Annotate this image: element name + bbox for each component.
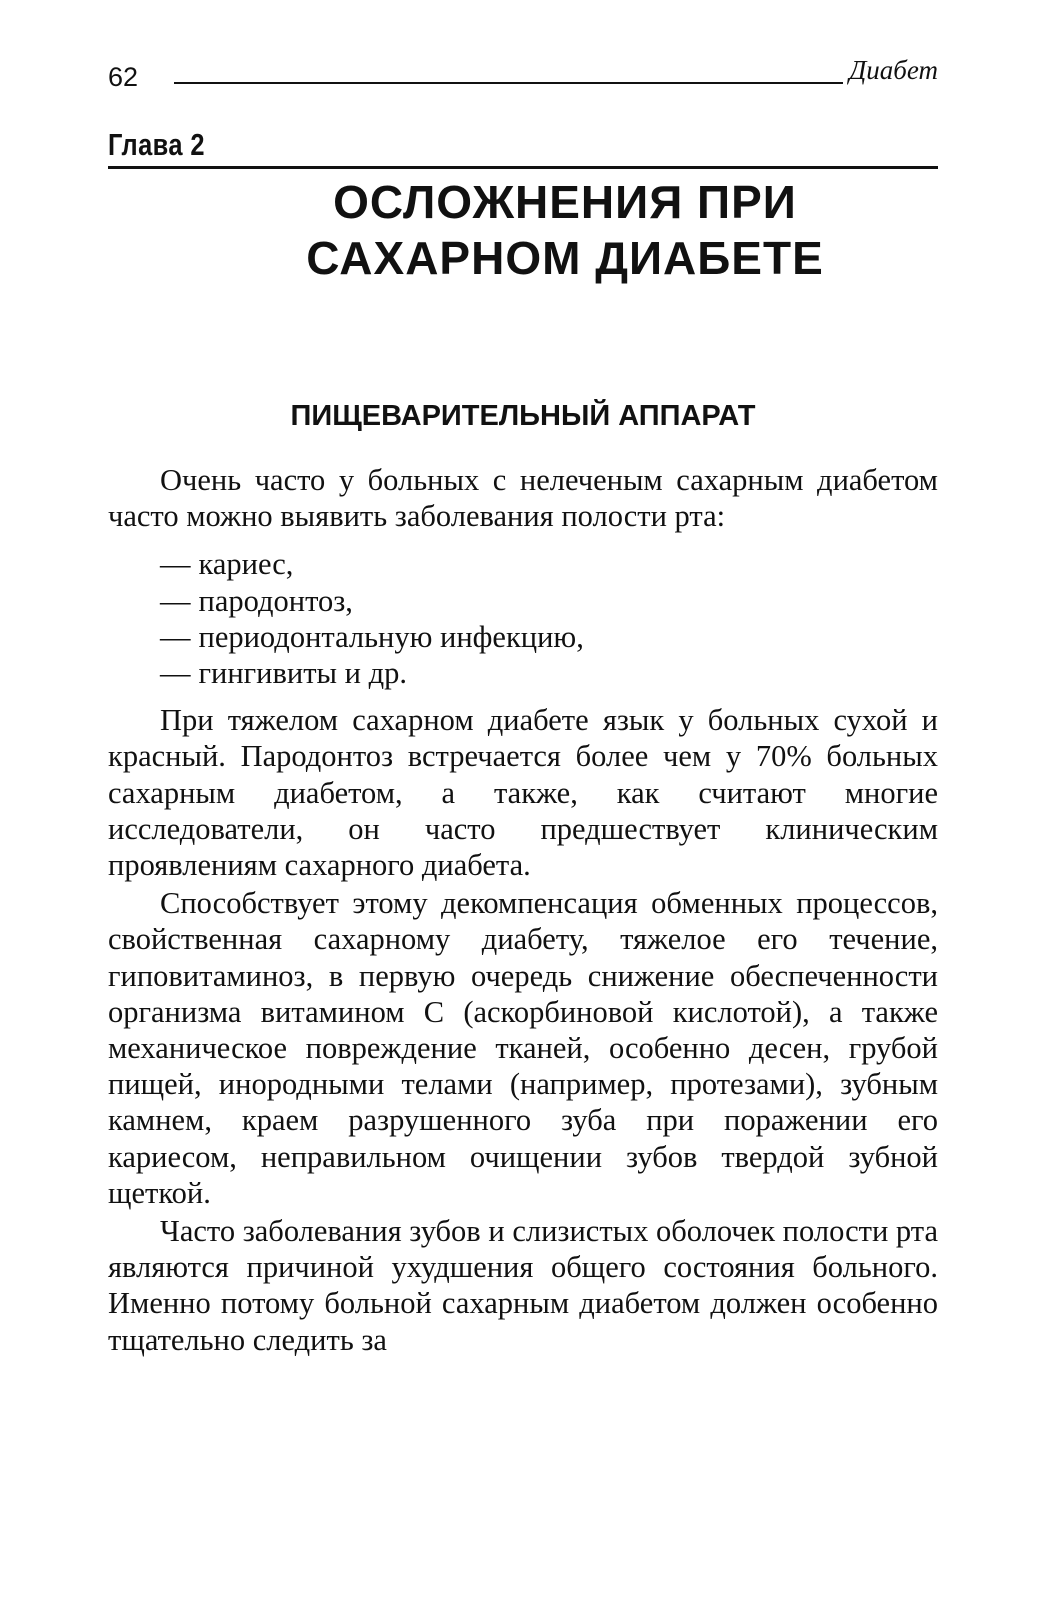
list-item-text: периодонтальную инфекцию, [198, 619, 584, 654]
paragraph: При тяжелом сахарном диабете язык у больных сухой и красный. Пародонтоз встречается более чем у 70% больных сахарным диабетом, а также, как считают многие исследователи, он часто предшествует клиническим проявлениям сахарного диабета. [108, 703, 938, 883]
chapter-title-line-1: ОСЛОЖНЕНИЯ ПРИ [333, 176, 797, 228]
intro-paragraph: Очень часто у больных с нелеченым сахарным диабетом часто можно выявить заболевания полости рта: [108, 463, 938, 534]
list-dash: — [160, 583, 191, 618]
paragraph: Способствует этому декомпенсация обменных процессов, свойственная сахарному диабету, тяжелое его течение, гиповитаминоз, в первую очередь снижение обеспеченности организма витамином С (аскорбиновой кислотой), а также механическое повреждение тканей, особенно десен, грубой пищей, инородными телами (например, протезами), зубным камнем, краем разрушенного зуба при поражении его кариесом, неправильном очищении зубов твердой зубной щеткой. [108, 886, 938, 1210]
chapter-title [240, 174, 890, 286]
list-item-text: кариес, [198, 547, 294, 582]
chapter-title-line-2: САХАРНОМ ДИАБЕТЕ [306, 232, 824, 284]
list-dash: — [160, 656, 191, 691]
running-title: Диабет [843, 56, 938, 84]
list-item [160, 583, 938, 619]
chapter-rule [108, 166, 938, 169]
list-item-text: пародонтоз, [198, 583, 353, 618]
header-rule [174, 82, 938, 84]
list-dash: — [160, 547, 191, 582]
body-text [108, 462, 938, 1360]
list-item-text: гингивиты и др. [198, 656, 407, 691]
complications-list [108, 546, 938, 691]
page-number: 62 [108, 62, 139, 92]
section-title: ПИЩЕВАРИТЕЛЬНЫЙ АППАРАТ [290, 400, 756, 432]
list-item [160, 655, 938, 691]
list-item [160, 619, 938, 655]
list-item [160, 546, 938, 582]
running-head [108, 55, 938, 98]
list-dash: — [160, 619, 191, 654]
chapter-label: Глава 2 [108, 127, 205, 162]
paragraph: Часто заболевания зубов и слизистых оболочек полости рта являются причиной ухудшения общего состояния больного. Именно потому больной сахарным диабетом должен особенно тщательно следить за [108, 1214, 938, 1357]
